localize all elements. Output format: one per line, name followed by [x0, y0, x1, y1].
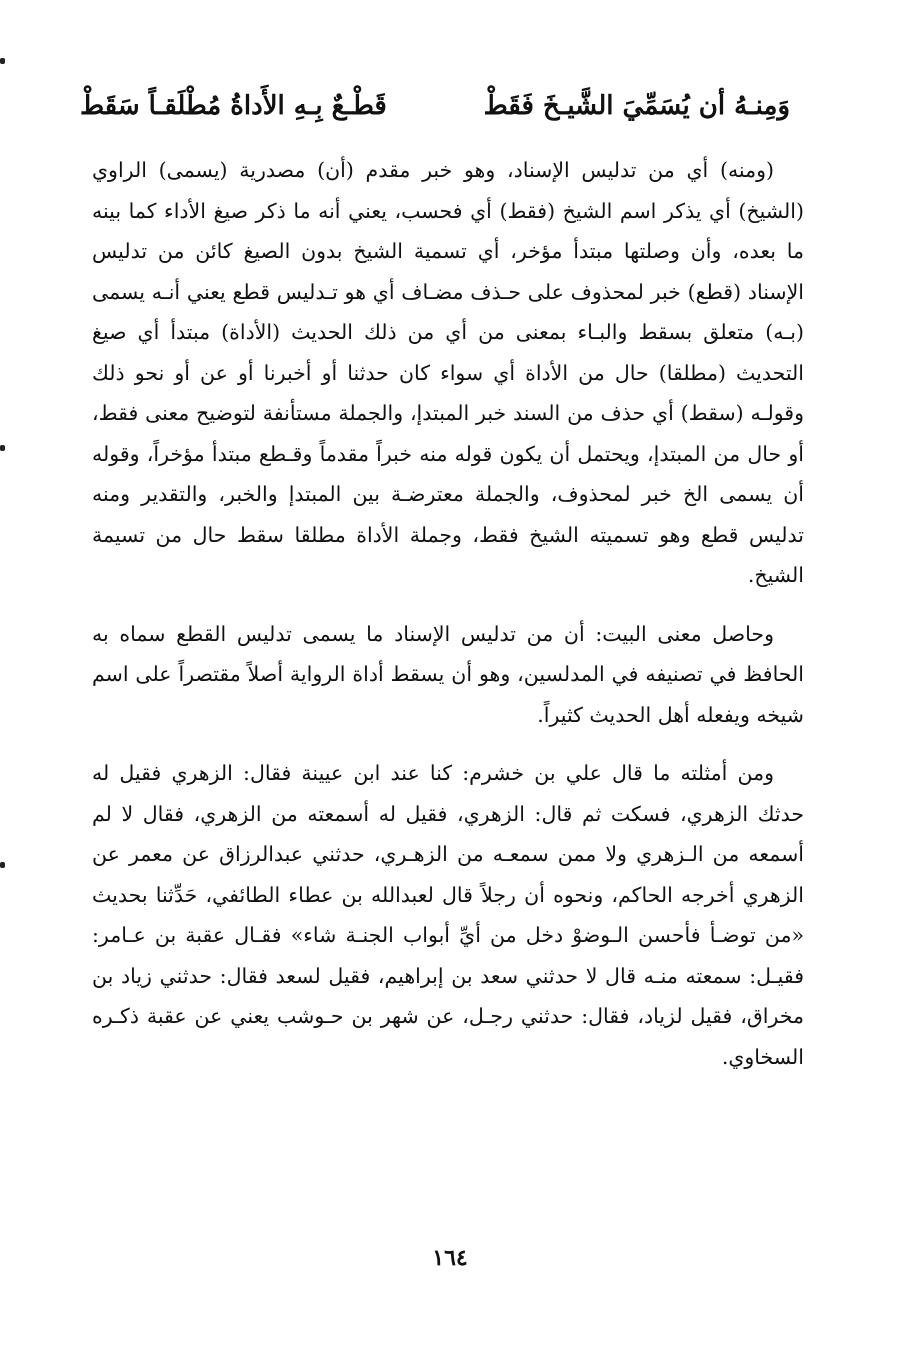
page-number: ١٦٤ [432, 1245, 468, 1271]
scan-mark [0, 445, 5, 451]
paragraph-summary: وحاصل معنى البيت: أن من تدليس الإسناد ما يسمى تدليس القطع سماه به الحافظ في تصنيفه في المدلسين، وهو أن يسقط أداة الرواية أصلاً مقتصراً على اسم شيخه ويفعله أهل الحديث كثيراً. [92, 621, 804, 727]
verse-line [80, 80, 790, 132]
commentary-text [92, 150, 804, 1077]
paragraph-examples: ومن أمثلته ما قال علي بن خشرم: كنا عند ابن عيينة فقال: الزهري فقيل له حدثك الزهري، فسكت ثم قال: الزهري، فقيل له أسمعته من الزهري، فقال لا لم أسمعه من الـزهري ولا ممن سمعـه من الزهـري، حدثني عبدالرزاق عن معمر عن الزهري أخرجه الحاكم، ونحوه أن رجلاً قال لعبدالله بن عطاء الطائفي، حَدِّثنا بحديث «من توضـأ فأحسن الـوضوْ دخل من أيِّ أبواب الجنـة شاء» فقـال عقبة بن عـامر: فقيـل: سمعته منـه قال لا حدثني سعد بن إبراهيم، فقيل لسعد فقال: حدثني زياد بن مخراق، فقيل لزياد، فقال: حدثني رجـل، عن شهر بن حـوشب يعني عن عقبة ذكـره السخاوي. [92, 761, 804, 1069]
verse-first-hemistich: وَمِنـهُ أن يُسَمِّيَ الشَّيـخَ فَقَطْ [483, 91, 790, 121]
scan-mark [0, 862, 5, 868]
verse-second-hemistich: قَطْـعٌ بِـهِ الأَداةُ مُطْلَقـاً سَقَطْ [80, 91, 387, 121]
scan-mark [0, 58, 5, 64]
paragraph-explanation: (ومنه) أي من تدليس الإسناد، وهو خبر مقدم (أن) مصدرية (يسمى) الراوي (الشيخ) أي يذكر اسم الشيخ (فقط) أي فحسب، يعني أنه ما ذكر صيغ الأداء كما بينه ما بعده، وأن وصلتها مبتدأ مؤخر، أي تسمية الشيخ بدون الصيغ كائن من تدليس الإسناد (قطع) خبر لمحذوف على حـذف مضـاف أي هو تـدليس قطع يعني أنـه يسمى (بـه) متعلق بسقط والبـاء بمعنى من أي من ذلك الحديث (الأداة) مبتدأ أي صيغ التحديث (مطلقا) حال من الأداة أي سواء كان حدثنا أو أخبرنا أو عن أو نحو ذلك وقولـه (سقط) أي حذف من السند خبر المبتدإ، والجملة مستأنفة لتوضيح معنى فقط، أو حال من المبتدإ، ويحتمل أن يكون قوله منه خبراً مقدماً وقـطع مبتدأ مؤخراً، وقوله أن يسمى الخ خبر لمحذوف، والجملة معترضـة بين المبتدإ والخبر، والتقدير ومنه تدليس قطع وهو تسميته الشيخ فقط، وجملة الأداة مطلقا سقط حال من تسيمة الشيخ. [92, 158, 804, 587]
